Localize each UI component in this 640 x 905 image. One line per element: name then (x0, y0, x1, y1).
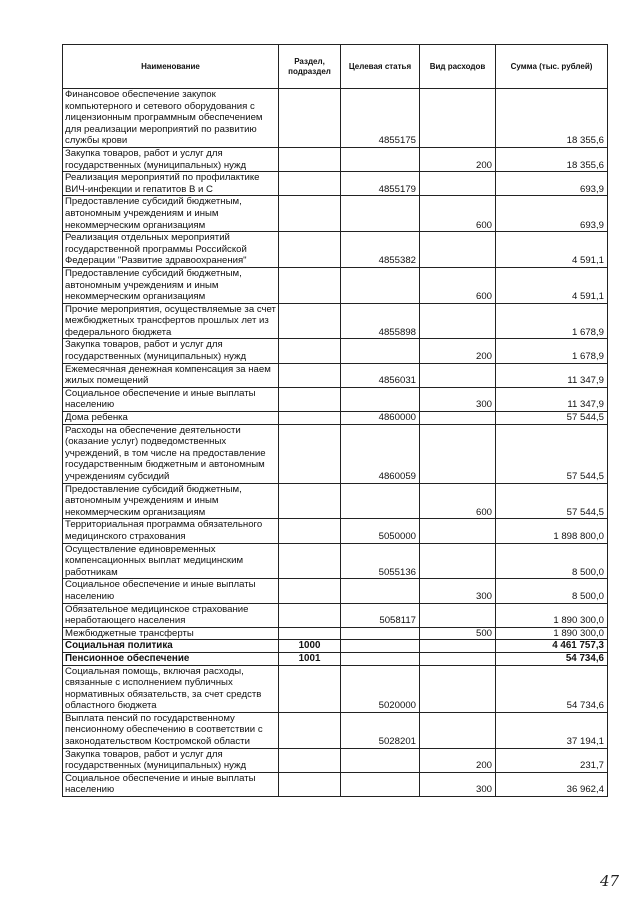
row-kind-cell (420, 172, 496, 196)
row-kind-cell: 200 (420, 339, 496, 363)
row-kind-cell (420, 412, 496, 425)
row-kind-cell (420, 232, 496, 268)
table-row (63, 89, 608, 148)
row-sum-cell: 231,7 (496, 748, 608, 772)
row-target-cell (341, 627, 420, 640)
row-section-cell (279, 483, 341, 519)
row-target-cell: 5028201 (341, 712, 420, 748)
table-row (63, 483, 608, 519)
row-name-cell: Предоставление субсидий бюджетным, автономным учреждениям и иным некоммерческим организациям (63, 196, 279, 232)
row-target-cell (341, 387, 420, 411)
table-row (63, 339, 608, 363)
row-target-cell (341, 579, 420, 603)
row-section-cell (279, 196, 341, 232)
row-sum-cell: 57 544,5 (496, 412, 608, 425)
row-target-cell (341, 267, 420, 303)
row-section-cell (279, 387, 341, 411)
row-section-cell (279, 579, 341, 603)
row-name-cell: Закупка товаров, работ и услуг для государственных (муниципальных) нужд (63, 147, 279, 171)
row-section-cell (279, 603, 341, 627)
row-sum-cell: 1 678,9 (496, 303, 608, 339)
table-row (63, 412, 608, 425)
table-row (63, 196, 608, 232)
header-section: Раздел, подраздел (279, 45, 341, 89)
table-row (63, 424, 608, 483)
row-section-cell (279, 712, 341, 748)
row-kind-cell: 300 (420, 772, 496, 796)
row-sum-cell: 18 355,6 (496, 147, 608, 171)
row-kind-cell (420, 665, 496, 712)
budget-table-page (62, 44, 607, 797)
row-name-cell: Социальное обеспечение и иные выплаты населению (63, 387, 279, 411)
table-row (63, 603, 608, 627)
row-sum-cell: 57 544,5 (496, 483, 608, 519)
table-row (63, 172, 608, 196)
row-target-cell: 5055136 (341, 543, 420, 579)
row-sum-cell: 36 962,4 (496, 772, 608, 796)
row-name-cell: Социальная политика (63, 640, 279, 653)
row-section-cell (279, 147, 341, 171)
row-section-cell (279, 267, 341, 303)
row-name-cell: Социальное обеспечение и иные выплаты населению (63, 772, 279, 796)
page-number: 47 (600, 872, 620, 890)
row-target-cell (341, 339, 420, 363)
row-target-cell (341, 772, 420, 796)
row-kind-cell (420, 543, 496, 579)
row-section-cell (279, 748, 341, 772)
row-target-cell (341, 147, 420, 171)
row-sum-cell: 57 544,5 (496, 424, 608, 483)
table-row (63, 387, 608, 411)
row-kind-cell (420, 640, 496, 653)
row-name-cell: Расходы на обеспечение деятельности (оказание услуг) подведомственных учреждений, в том числе на предоставление государственным бюджетным и автономным учреждениям субсидий (63, 424, 279, 483)
row-sum-cell: 54 734,6 (496, 665, 608, 712)
table-row (63, 363, 608, 387)
row-name-cell: Межбюджетные трансферты (63, 627, 279, 640)
row-sum-cell: 693,9 (496, 196, 608, 232)
row-sum-cell: 1 890 300,0 (496, 627, 608, 640)
row-sum-cell: 693,9 (496, 172, 608, 196)
row-kind-cell: 300 (420, 579, 496, 603)
row-name-cell: Социальная помощь, включая расходы, связанные с исполнением публичных нормативных обязательств, за счет средств областного бюджета (63, 665, 279, 712)
row-name-cell: Выплата пенсий по государственному пенсионному обеспечению в соответствии с законодательством Костромской области (63, 712, 279, 748)
row-kind-cell: 500 (420, 627, 496, 640)
row-sum-cell: 18 355,6 (496, 89, 608, 148)
row-section-cell (279, 627, 341, 640)
header-kind: Вид расходов (420, 45, 496, 89)
row-name-cell: Обязательное медицинское страхование неработающего населения (63, 603, 279, 627)
row-target-cell (341, 652, 420, 665)
row-section-cell (279, 363, 341, 387)
row-name-cell: Закупка товаров, работ и услуг для государственных (муниципальных) нужд (63, 748, 279, 772)
row-kind-cell: 200 (420, 748, 496, 772)
row-target-cell (341, 196, 420, 232)
row-kind-cell: 600 (420, 483, 496, 519)
row-section-cell (279, 232, 341, 268)
header-sum: Сумма (тыс. рублей) (496, 45, 608, 89)
row-sum-cell: 37 194,1 (496, 712, 608, 748)
table-row (63, 627, 608, 640)
row-name-cell: Социальное обеспечение и иные выплаты населению (63, 579, 279, 603)
row-name-cell: Ежемесячная денежная компенсация за наем жилых помещений (63, 363, 279, 387)
row-section-cell (279, 543, 341, 579)
row-section-cell (279, 303, 341, 339)
table-row (63, 232, 608, 268)
row-name-cell: Реализация мероприятий по профилактике ВИЧ-инфекции и гепатитов В и С (63, 172, 279, 196)
row-name-cell: Осуществление единовременных компенсационных выплат медицинским работникам (63, 543, 279, 579)
row-sum-cell: 1 898 800,0 (496, 519, 608, 543)
row-sum-cell: 1 678,9 (496, 339, 608, 363)
table-header-row (63, 45, 608, 89)
row-sum-cell: 54 734,6 (496, 652, 608, 665)
row-name-cell: Закупка товаров, работ и услуг для государственных (муниципальных) нужд (63, 339, 279, 363)
row-kind-cell (420, 424, 496, 483)
row-sum-cell: 8 500,0 (496, 543, 608, 579)
row-target-cell (341, 748, 420, 772)
row-target-cell: 5050000 (341, 519, 420, 543)
row-name-cell: Прочие мероприятия, осуществляемые за счет межбюджетных трансфертов прошлых лет из федерального бюджета (63, 303, 279, 339)
row-sum-cell: 4 591,1 (496, 232, 608, 268)
row-target-cell: 4855179 (341, 172, 420, 196)
row-target-cell: 4855382 (341, 232, 420, 268)
row-section-cell (279, 772, 341, 796)
row-kind-cell (420, 89, 496, 148)
row-section-cell (279, 412, 341, 425)
budget-table (62, 44, 608, 797)
row-kind-cell (420, 712, 496, 748)
row-kind-cell: 300 (420, 387, 496, 411)
row-section-cell (279, 89, 341, 148)
row-section-cell (279, 172, 341, 196)
table-row (63, 543, 608, 579)
row-name-cell: Реализация отдельных мероприятий государственной программы Российской Федерации "Развитие здравоохранения" (63, 232, 279, 268)
row-section-cell (279, 339, 341, 363)
row-target-cell: 4856031 (341, 363, 420, 387)
row-sum-cell: 4 591,1 (496, 267, 608, 303)
table-row (63, 579, 608, 603)
row-kind-cell: 200 (420, 147, 496, 171)
row-sum-cell: 4 461 757,3 (496, 640, 608, 653)
table-row (63, 772, 608, 796)
row-sum-cell: 11 347,9 (496, 363, 608, 387)
row-name-cell: Дома ребенка (63, 412, 279, 425)
row-name-cell: Предоставление субсидий бюджетным, автономным учреждениям и иным некоммерческим организациям (63, 483, 279, 519)
table-row (63, 147, 608, 171)
row-sum-cell: 11 347,9 (496, 387, 608, 411)
row-name-cell: Предоставление субсидий бюджетным, автономным учреждениям и иным некоммерческим организациям (63, 267, 279, 303)
row-target-cell: 4860000 (341, 412, 420, 425)
row-kind-cell: 600 (420, 196, 496, 232)
row-section-cell (279, 424, 341, 483)
row-target-cell (341, 483, 420, 519)
row-kind-cell (420, 652, 496, 665)
table-row (63, 665, 608, 712)
row-kind-cell: 600 (420, 267, 496, 303)
row-target-cell: 4855175 (341, 89, 420, 148)
table-row (63, 303, 608, 339)
row-name-cell: Территориальная программа обязательного медицинского страхования (63, 519, 279, 543)
row-sum-cell: 8 500,0 (496, 579, 608, 603)
table-row (63, 640, 608, 653)
header-name: Наименование (63, 45, 279, 89)
table-row (63, 519, 608, 543)
row-section-cell: 1001 (279, 652, 341, 665)
header-target: Целевая статья (341, 45, 420, 89)
row-kind-cell (420, 363, 496, 387)
row-target-cell: 5020000 (341, 665, 420, 712)
table-row (63, 652, 608, 665)
row-name-cell: Пенсионное обеспечение (63, 652, 279, 665)
row-sum-cell: 1 890 300,0 (496, 603, 608, 627)
row-section-cell (279, 519, 341, 543)
table-body (63, 89, 608, 797)
row-target-cell: 4855898 (341, 303, 420, 339)
row-kind-cell (420, 603, 496, 627)
row-target-cell: 5058117 (341, 603, 420, 627)
row-target-cell (341, 640, 420, 653)
row-name-cell: Финансовое обеспечение закупок компьютерного и сетевого оборудования с лицензионным программным обеспечением для реализации мероприятий по развитию службы крови (63, 89, 279, 148)
row-section-cell: 1000 (279, 640, 341, 653)
table-row (63, 748, 608, 772)
row-target-cell: 4860059 (341, 424, 420, 483)
table-row (63, 712, 608, 748)
row-section-cell (279, 665, 341, 712)
table-row (63, 267, 608, 303)
row-kind-cell (420, 303, 496, 339)
row-kind-cell (420, 519, 496, 543)
